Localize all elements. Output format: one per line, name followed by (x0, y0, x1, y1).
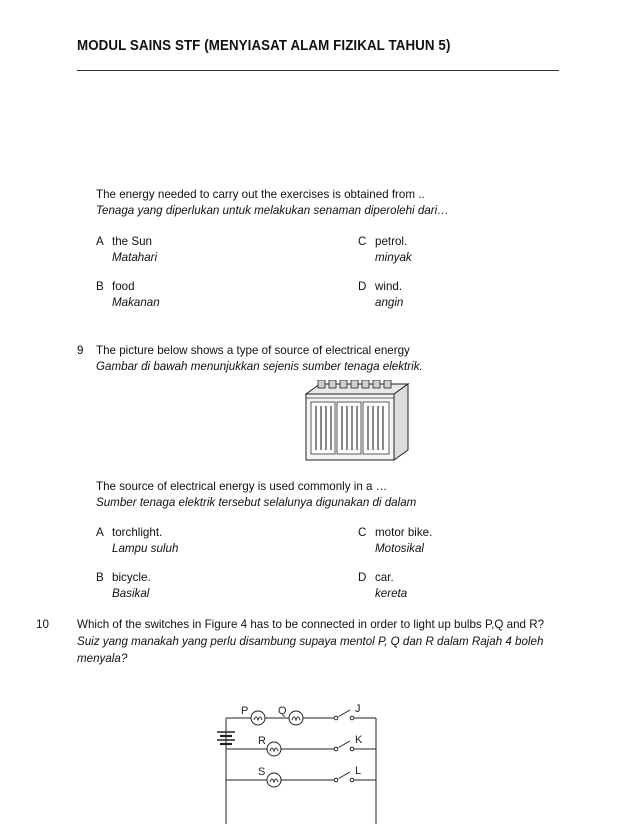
q8-option-b-en: food (112, 280, 135, 293)
switch-j-label: J (355, 703, 361, 715)
q9-option-d-ms: kereta (375, 587, 408, 600)
q9-option-c-en: motor bike. (375, 526, 433, 539)
q9-option-c-letter: C (358, 526, 367, 539)
header-rule (77, 70, 559, 71)
bulb-s-label: S (258, 766, 266, 778)
q8-option-d-letter: D (358, 280, 367, 293)
q9-option-b-letter: B (96, 571, 104, 584)
switch-l-label: L (355, 765, 362, 777)
q8-stem-ms: Tenaga yang diperlukan untuk melakukan senaman diperolehi dari… (96, 204, 449, 217)
figure-4-circuit-diagram (208, 692, 384, 831)
q10-stem-en: Which of the switches in Figure 4 has to be connected in order to light up bulbs P,Q and R? (77, 618, 545, 631)
q8-option-c-letter: C (358, 235, 367, 248)
bulb-q-label: Q (278, 705, 287, 717)
q9-option-b-en: bicycle. (112, 571, 151, 584)
q10-stem-ms-line1: Suiz yang manakah yang perlu disambung supaya mentol P, Q dan R dalam Rajah 4 boleh (77, 635, 544, 648)
q9-stem-ms: Gambar di bawah menunjukkan sejenis sumber tenaga elektrik. (96, 360, 423, 373)
switch-k-label: K (355, 734, 363, 746)
q9-option-a-en: torchlight. (112, 526, 163, 539)
q9-stem-en: The picture below shows a type of source of electrical energy (96, 344, 410, 357)
bulb-p-label: P (241, 705, 249, 717)
q8-option-d-en: wind. (375, 280, 403, 293)
q8-option-a-en: the Sun (112, 235, 152, 248)
q9-option-a-letter: A (96, 526, 104, 539)
q8-option-b-letter: B (96, 280, 104, 293)
q8-option-c-en: petrol. (375, 235, 408, 248)
q10-number: 10 (36, 618, 49, 631)
bulb-r-label: R (258, 735, 266, 747)
q8-stem-en: The energy needed to carry out the exercises is obtained from .. (96, 188, 425, 201)
q9-follow-ms: Sumber tenaga elektrik tersebut selalunya digunakan di dalam (96, 496, 417, 509)
module-header-title: MODUL SAINS STF (MENYIASAT ALAM FIZIKAL TAHUN 5) (77, 38, 451, 54)
q9-option-b-ms: Basikal (112, 587, 150, 600)
q9-option-d-letter: D (358, 571, 367, 584)
q8-option-a-ms: Matahari (112, 251, 158, 264)
q8-option-d-ms: angin (375, 296, 404, 309)
q9-option-a-ms: Lampu suluh (112, 542, 179, 555)
q8-option-a-letter: A (96, 235, 104, 248)
q10-stem-ms-line2: menyala? (77, 652, 128, 665)
q9-follow-en: The source of electrical energy is used commonly in a … (96, 480, 388, 493)
car-battery-illustration (302, 380, 412, 467)
q9-option-c-ms: Motosikal (375, 542, 424, 555)
q8-option-b-ms: Makanan (112, 296, 160, 309)
q9-option-d-en: car. (375, 571, 394, 584)
q8-option-c-ms: minyak (375, 251, 412, 264)
q9-number: 9 (77, 344, 84, 357)
